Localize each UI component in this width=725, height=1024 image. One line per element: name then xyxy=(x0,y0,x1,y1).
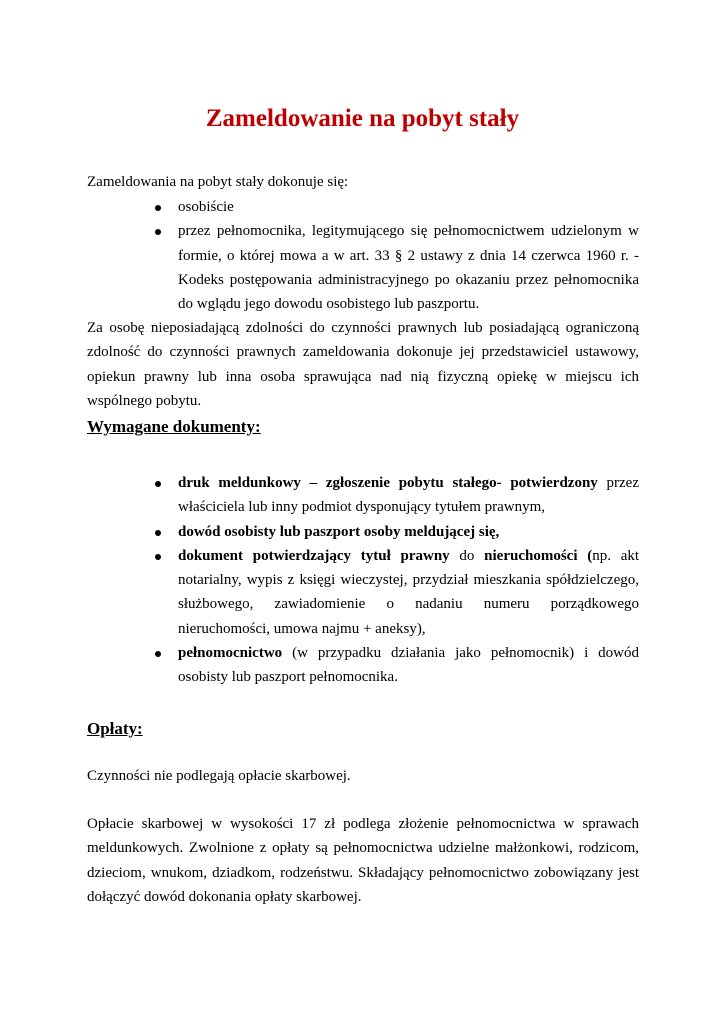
document-detail: np. akt notarialny, wypis z księgi wieczystej, przydział mieszkania spółdzielczego, służbowego, zawiadomienie o nadaniu numeru porządkowego nieruchomości, umowa najmu + aneksy), xyxy=(178,547,640,637)
document-name: dowód osobisty lub paszport osoby meldującej się, xyxy=(178,523,500,540)
list-item xyxy=(0,195,639,219)
list-item xyxy=(0,520,639,544)
fees-heading: Opłaty: xyxy=(87,719,143,738)
bullet-icon xyxy=(155,229,161,235)
list-item xyxy=(0,544,639,641)
list-item xyxy=(0,471,639,520)
method-text: przez pełnomocnika, legitymującego się pełnomocnictwem udzielonym w formie, o której mowa a w art. 33 § 2 ustawy z dnia 14 czerwca 1960 r. - Kodeks postępowania administracyjnego po okazaniu przez pełnomocnika do wglądu jego dowodu osobistego lub paszportu. xyxy=(178,223,639,313)
document-detail: do xyxy=(449,547,485,564)
method-text: osobiście xyxy=(178,199,234,215)
page-title: Zameldowanie na pobyt stały xyxy=(205,105,520,132)
document-name: druk meldunkowy – zgłoszenie pobytu stałego- potwierdzony xyxy=(178,475,598,491)
document-name: dokument potwierdzający tytuł prawny xyxy=(178,547,450,564)
list-item xyxy=(0,219,639,316)
methods-list xyxy=(0,195,639,316)
intro-text: Zameldowania na pobyt stały dokonuje się: xyxy=(87,174,349,190)
documents-heading: Wymagane dokumenty: xyxy=(87,417,261,436)
list-item xyxy=(0,641,639,690)
document-name: pełnomocnictwo xyxy=(178,645,283,662)
bullet-icon xyxy=(155,481,161,487)
incapacity-note: Za osobę nieposiadającą zdolności do czynności prawnych lub posiadającą ograniczoną zdolność do czynności prawnych zameldowania dokonuje jej przedstawiciel ustawowy, opiekun prawny lub inna osoba sprawująca nad nią fizyczną opiekę w miejscu ich wspólnego pobytu. xyxy=(87,320,639,409)
bullet-icon xyxy=(155,651,161,657)
document-name: nieruchomości ( xyxy=(484,547,593,564)
fees-details: Opłacie skarbowej w wysokości 17 zł podlega złożenie pełnomocnictwa w sprawach meldunkowych. Zwolnione z opłaty są pełnomocnictwa udzielne małżonkowi, rodzicom, dzieciom, wnukom, dziadkom, rodzeństwu. Składający pełnomocnictwo zobowiązany jest dołączyć dowód dokonania opłaty skarbowej. xyxy=(87,816,639,905)
document-detail: przez właściciela lub inny podmiot dysponujący tytułem prawnym, xyxy=(178,475,639,516)
fees-text: Czynności nie podlegają opłacie skarbowej. xyxy=(87,768,351,784)
bullet-icon xyxy=(155,205,161,211)
bullet-icon xyxy=(155,554,161,560)
document-detail: (w przypadku działania jako pełnomocnik) i dowód osobisty lub paszport pełnomocnika. xyxy=(178,645,639,686)
bullet-icon xyxy=(155,530,161,536)
documents-list xyxy=(0,471,639,690)
